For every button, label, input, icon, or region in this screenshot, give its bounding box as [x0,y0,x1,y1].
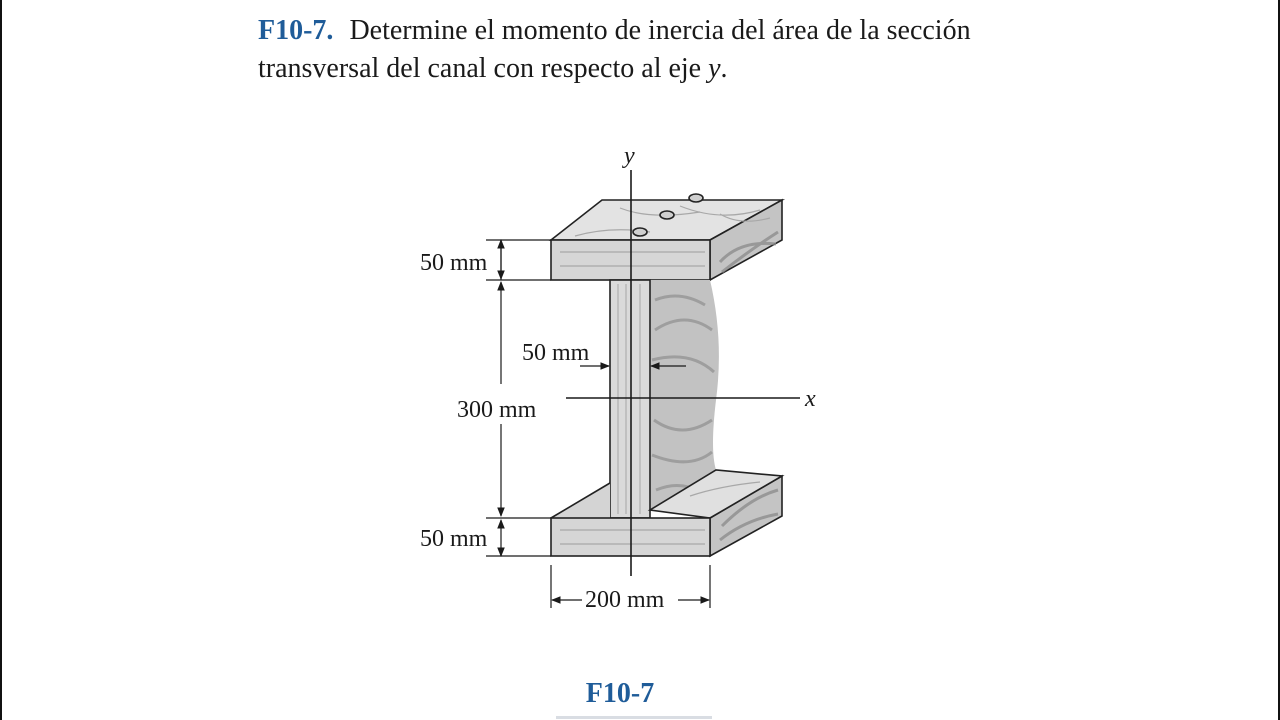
problem-text-end: . [720,53,728,84]
problem-axis-var: y [708,53,721,84]
top-flange [551,194,782,280]
dim-bottom-flange: 50 mm [420,526,488,552]
dim-web-thickness: 50 mm [522,340,590,366]
figure-caption: F10-7 [585,678,655,709]
x-axis-label: x [805,386,816,412]
problem-text: Determine el momento de inercia del área de la sección transversal del canal con respecto al eje [258,15,971,84]
caption-underline [556,716,712,719]
dim-height: 300 mm [457,397,537,423]
dim-width: 200 mm [585,587,665,613]
dim-top-flange: 50 mm [420,250,488,276]
y-axis-label: y [624,143,635,169]
problem-number: F10-7. [258,15,334,46]
